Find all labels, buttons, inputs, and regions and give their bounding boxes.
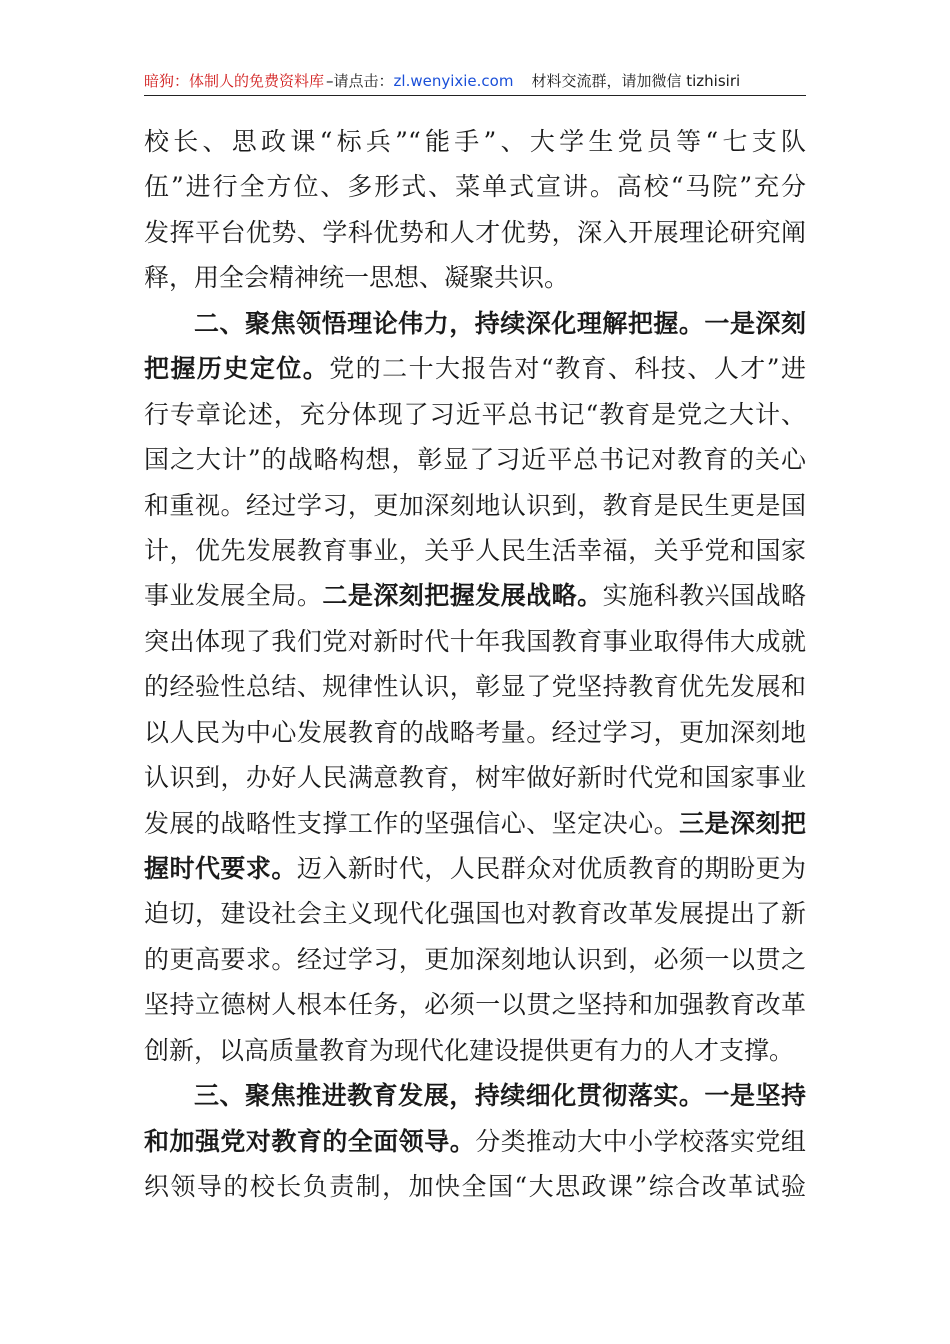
text-line: 织领导的校长负责制，加快全国“大思政课”综合改革试验 xyxy=(144,1172,806,1202)
text-line: 的更高要求。经过学习，更加深刻地认识到，必须一以贯之 xyxy=(144,944,806,974)
text-line: 坚持立德树人根本任务，必须一以贯之坚持和加强教育改革 xyxy=(144,990,806,1020)
text-line: 以人民为中心发展教育的战略考量。经过学习，更加深刻地 xyxy=(144,717,806,747)
text-line: 校长、思政课“标兵”“能手”、大学生党员等“七支队 xyxy=(144,127,806,156)
text-line: 行专章论述，充分体现了习近平总书记“教育是党之大计、 xyxy=(144,399,806,429)
text-line: 发挥平台优势、学科优势和人才优势，深入开展理论研究阐 xyxy=(144,217,806,247)
text-line: 发展的战略性支撑工作的坚强信心、坚定决心。三是深刻把 xyxy=(144,808,806,838)
header-brand: 暗狗：体制人的免费资料库 xyxy=(144,72,325,90)
text-line: 把握历史定位。党的二十大报告对“教育、科技、人才”进 xyxy=(144,354,806,384)
header-click-prompt: –请点击： xyxy=(326,72,394,90)
text-line: 突出体现了我们党对新时代十年我国教育事业取得伟大成就 xyxy=(144,626,806,656)
text-line: 握时代要求。迈入新时代，人民群众对优质教育的期盼更为 xyxy=(144,854,806,883)
text-line: 认识到，办好人民满意教育，树牢做好新时代党和国家事业 xyxy=(144,763,806,793)
header-wechat-note: 材料交流群，请加微信 tizhisiri xyxy=(531,72,741,90)
document-body xyxy=(144,119,806,1210)
header-divider xyxy=(144,95,806,96)
text-line: 和重视。经过学习，更加深刻地认识到，教育是民生更是国 xyxy=(144,490,806,520)
text-line: 迫切，建设社会主义现代化强国也对教育改革发展提出了新 xyxy=(144,899,806,929)
text-line: 释，用全会精神统一思想、凝聚共识。 xyxy=(144,263,570,293)
text-line: 创新，以高质量教育为现代化建设提供更有力的人才支撑。 xyxy=(144,1035,795,1065)
section-heading-line: 二、聚焦领悟理论伟力，持续深化理解把握。一是深刻 xyxy=(194,308,806,338)
text-line: 事业发展全局。二是深刻把握发展战略。实施科教兴国战略 xyxy=(144,581,806,611)
text-line: 和加强党对教育的全面领导。分类推动大中小学校落实党组 xyxy=(144,1126,806,1156)
header-url-link[interactable]: zl.wenyixie.com xyxy=(393,72,514,90)
text-line: 伍”进行全方位、多形式、菜单式宣讲。高校“马院”充分 xyxy=(144,172,806,202)
section-heading-line: 三、聚焦推进教育发展，持续细化贯彻落实。一是坚持 xyxy=(194,1081,806,1111)
text-line: 计，优先发展教育事业，关乎人民生活幸福，关乎党和国家 xyxy=(144,535,806,565)
text-line: 的经验性总结、规律性认识，彰显了党坚持教育优先发展和 xyxy=(144,672,806,702)
page-header xyxy=(144,68,806,94)
text-line: 国之大计”的战略构想，彰显了习近平总书记对教育的关心 xyxy=(144,445,806,475)
